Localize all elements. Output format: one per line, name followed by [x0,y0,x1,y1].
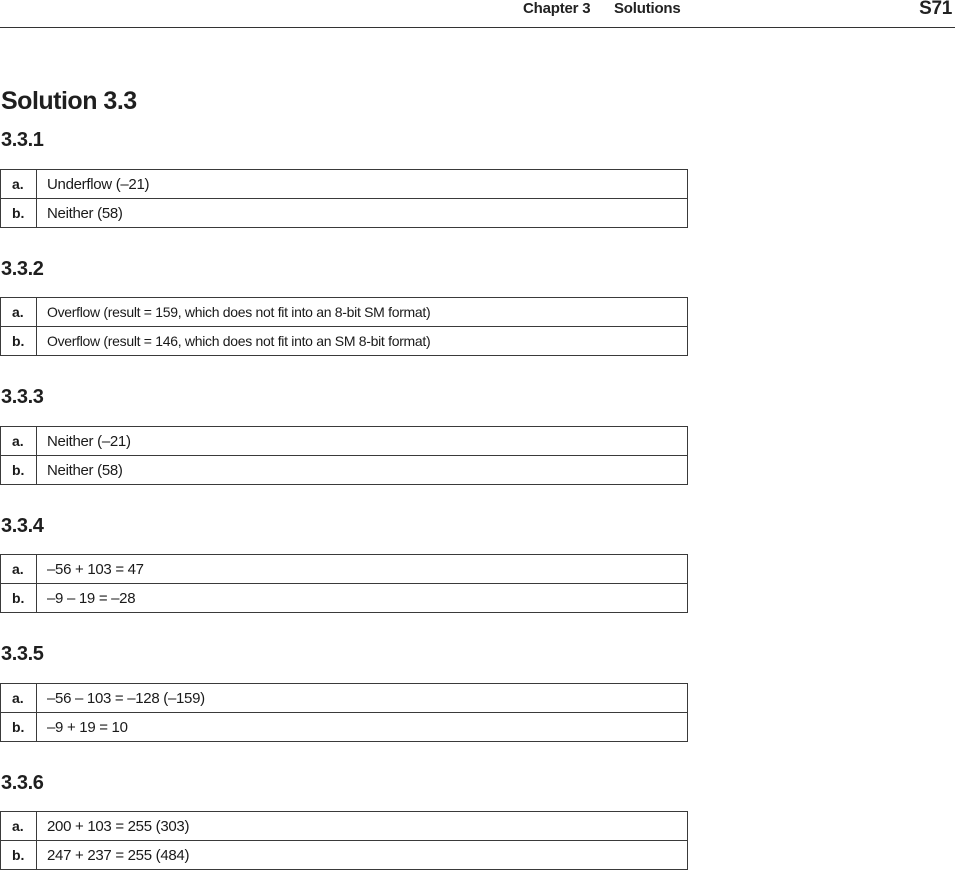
table-row [1,298,688,327]
row-label: b. [1,713,37,742]
part-title-3-3-4: 3.3.4 [1,515,44,537]
running-header [0,0,955,28]
row-label: b. [1,199,37,228]
answer-table-3-3-1 [0,169,688,228]
table-row [1,170,688,199]
answer-table-3-3-4 [0,554,688,613]
row-answer: Neither (–21) [37,427,688,456]
row-answer: Neither (58) [37,456,688,485]
part-title-3-3-3: 3.3.3 [1,386,44,408]
row-label: a. [1,812,37,841]
table-row [1,584,688,613]
row-label: b. [1,327,37,356]
row-label: b. [1,841,37,870]
row-label: a. [1,555,37,584]
table-row [1,684,688,713]
row-answer: Neither (58) [37,199,688,228]
row-answer: Overflow (result = 159, which does not fit into an 8-bit SM format) [37,298,688,327]
row-label: b. [1,456,37,485]
answer-table-3-3-6 [0,811,688,870]
row-label: a. [1,170,37,199]
header-chapter: Chapter 3 [523,0,591,17]
table-row [1,555,688,584]
table-row [1,199,688,228]
row-answer: –56 – 103 = –128 (–159) [37,684,688,713]
row-answer: –56 + 103 = 47 [37,555,688,584]
part-title-3-3-6: 3.3.6 [1,772,44,794]
part-title-3-3-5: 3.3.5 [1,643,44,665]
table-row [1,327,688,356]
row-answer: –9 – 19 = –28 [37,584,688,613]
row-answer: Overflow (result = 146, which does not fit into an SM 8-bit format) [37,327,688,356]
part-title-3-3-2: 3.3.2 [1,258,44,280]
table-row [1,713,688,742]
answer-table-3-3-5 [0,683,688,742]
row-answer: –9 + 19 = 10 [37,713,688,742]
table-row [1,456,688,485]
row-label: a. [1,298,37,327]
answer-table-3-3-3 [0,426,688,485]
row-label: a. [1,684,37,713]
page-number: S71 [919,0,952,19]
table-row [1,841,688,870]
row-answer: 247 + 237 = 255 (484) [37,841,688,870]
part-title-3-3-1: 3.3.1 [1,129,44,151]
row-answer: 200 + 103 = 255 (303) [37,812,688,841]
answer-table-3-3-2 [0,297,688,356]
table-row [1,812,688,841]
solution-title: Solution 3.3 [1,87,137,115]
table-row [1,427,688,456]
header-section: Solutions [614,0,681,17]
row-answer: Underflow (–21) [37,170,688,199]
row-label: a. [1,427,37,456]
row-label: b. [1,584,37,613]
